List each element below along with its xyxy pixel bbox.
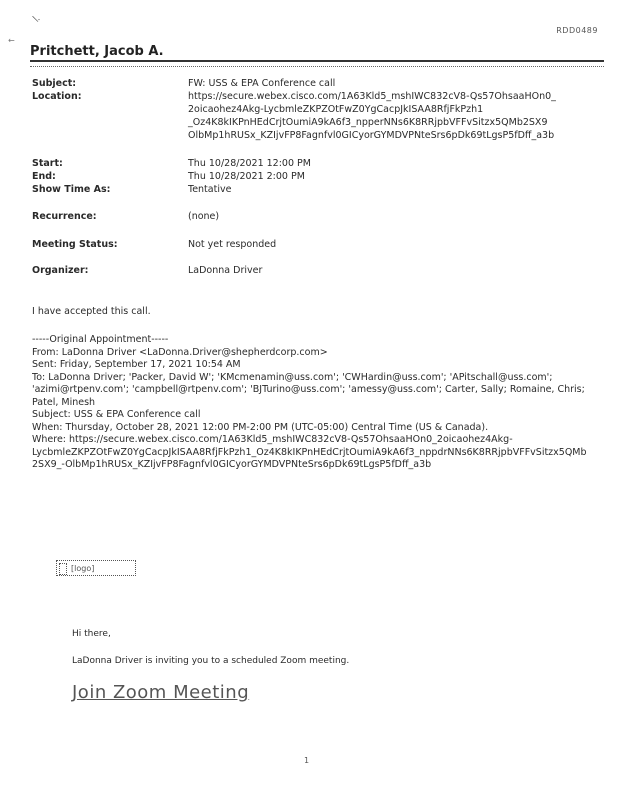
- to-line-3: Patel, Minesh: [32, 396, 96, 408]
- accepted-text: I have accepted this call.: [32, 306, 151, 317]
- from-line: From: LaDonna Driver <LaDonna.Driver@shepherdcorp.com>: [32, 346, 328, 358]
- location-line-4[interactable]: OlbMp1hRUSx_KZIjvFP8Fagnfvl0GICyorGYMDVPNteSrs6pDk69tLgsP5fDff_a3b: [188, 130, 555, 141]
- where-line-1[interactable]: Where: https://secure.webex.cisco.com/1A63Kld5_mshIWC832cV8-Qs57OhsaaHOn0_2oicaohez4Akg-: [32, 434, 513, 445]
- join-zoom-meeting-link[interactable]: Join Zoom Meeting: [72, 682, 250, 703]
- start-label: Start:: [32, 158, 63, 169]
- start-value: Thu 10/28/2021 12:00 PM: [188, 158, 311, 169]
- organizer-label: Organizer:: [32, 265, 89, 276]
- where-line-3[interactable]: 2SX9_-OlbMp1hRUSx_KZIjvFP8Fagnfvl0GICyorGYMDVPNteSrs6pDk69tLgsP5fDff_a3b: [32, 459, 432, 470]
- end-value: Thu 10/28/2021 2:00 PM: [188, 171, 305, 182]
- location-line-1[interactable]: https://secure.webex.cisco.com/1A63Kld5_mshIWC832cV8-Qs57OhsaaHOn0_: [188, 91, 556, 102]
- where-line-2[interactable]: LycbmleZKPZOtFwZ0YgCacpJkISAA8RfjFkPzh1_Oz4K8kIKPnHEdCrjtOumiA9kA6f3_nppdrNNs6K8RRjpbVFFvSitzx5QMb: [32, 446, 587, 458]
- recurrence-value: (none): [188, 211, 220, 222]
- show-time-as-label: Show Time As:: [32, 184, 111, 195]
- end-label: End:: [32, 171, 56, 182]
- meeting-status-label: Meeting Status:: [32, 239, 118, 250]
- sent-line: Sent: Friday, September 17, 2021 10:54 AM: [32, 359, 241, 370]
- meeting-status-value: Not yet responded: [188, 239, 277, 250]
- recurrence-label: Recurrence:: [32, 211, 97, 222]
- scan-mark-2: ←: [8, 36, 15, 45]
- invite-greeting-block: [72, 628, 618, 641]
- invite-line-block: [72, 655, 618, 668]
- invite-greeting: Hi there,: [72, 629, 111, 639]
- broken-image-icon: [59, 563, 67, 575]
- location-line-3[interactable]: _Oz4K8kIKPnHEdCrjtOumiA9kA6f3_npperNNs6K8RRjpbVFFvSitzx5QMb2SX9: [188, 117, 548, 128]
- original-appointment: [32, 334, 592, 472]
- page-number: 1: [304, 756, 310, 765]
- subject-value: FW: USS & EPA Conference call: [188, 78, 336, 89]
- accepted-note: [32, 306, 592, 319]
- show-time-as-value: Tentative: [188, 184, 232, 195]
- when-line: When: Thursday, October 28, 2021 12:00 PM-2:00 PM (UTC-05:00) Central Time (US & Canada).: [32, 421, 489, 433]
- logo-alt-text: [logo]: [71, 564, 95, 573]
- scan-mark: \.: [31, 13, 42, 25]
- organizer-value: LaDonna Driver: [188, 265, 263, 276]
- to-line-2: 'azimi@rtpenv.com'; 'campbell@rtpenv.com'; 'BJTurino@uss.com'; 'amessy@uss.com'; Carter, Sally; Romaine, Chris;: [32, 384, 585, 395]
- location-label: Location:: [32, 91, 82, 102]
- subject-line: Subject: USS & EPA Conference call: [32, 409, 201, 420]
- location-line-2[interactable]: 2oicaohez4Akg-LycbmleZKPZOtFwZ0YgCacpJkISAA8RfjFkPzh1: [188, 104, 484, 115]
- zoom-logo-placeholder: [56, 560, 136, 576]
- sender-name: Pritchett, Jacob A.: [30, 44, 164, 59]
- bates-number: RDD0489: [556, 26, 598, 35]
- original-header: -----Original Appointment-----: [32, 334, 169, 345]
- to-line-1: To: LaDonna Driver; 'Packer, David W'; 'KMcmenamin@uss.com'; 'CWHardin@uss.com'; 'APitschall@uss.com';: [32, 371, 553, 383]
- subject-label: Subject:: [32, 78, 77, 89]
- header-rule: [30, 60, 604, 67]
- invite-line: LaDonna Driver is inviting you to a scheduled Zoom meeting.: [72, 656, 350, 666]
